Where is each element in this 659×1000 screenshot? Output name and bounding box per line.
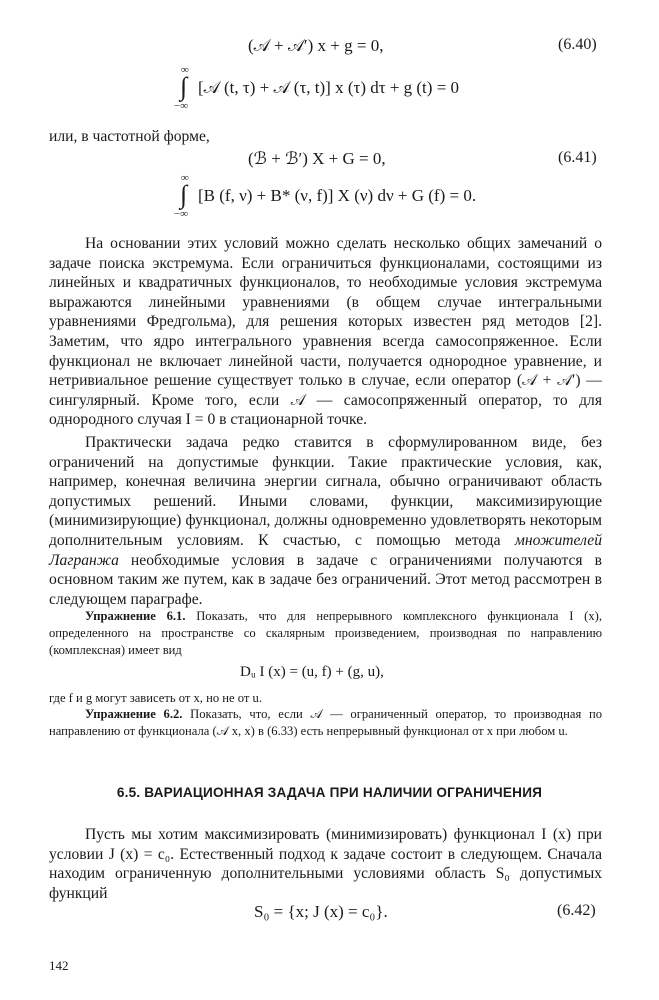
- equation-6-41-integral: [0, 174, 659, 222]
- upper-limit: ∞: [181, 172, 189, 184]
- emphasis-lagrange: множителей Лагранжа: [49, 531, 602, 569]
- transition-text: или, в частотной форме,: [49, 128, 210, 145]
- integral-body: [𝒜 (t, τ) + 𝒜 (τ, t)] x (τ) dτ + g (t) = 0: [198, 78, 460, 97]
- equation-6-42: [0, 902, 659, 932]
- exercise-6-2-text: Показать, что, если 𝒜 — ограниченный оператор, то производная по направлению от функционала (𝒜 x, x) в (6.33) есть непрерывный функционал от x при любом u.: [49, 707, 602, 738]
- equation-6-40-number: (6.40): [558, 36, 597, 53]
- equation-6-40-integral: [0, 66, 659, 112]
- formula-derivative: Dᵤ I (x) = (u, f) + (g, u),: [240, 664, 384, 680]
- paragraph-2-start: Практически задача редко ставится в сформулированном виде, без ограничений на допустимые функции. Такие практические условия, как, например, конечная величина энергии сигнала, обычно ограничивают область допустимых решений. Иными словами, функции, максимизирующие (минимизирующие) функционал, должны одновременно удовлетворять некоторым дополнительным условиям. К счастью, с помощью метода: [49, 434, 602, 549]
- section-heading: 6.5. ВАРИАЦИОННАЯ ЗАДАЧА ПРИ НАЛИЧИИ ОГРАНИЧЕНИЯ: [116, 785, 543, 800]
- exercise-6-1-after: где f и g могут зависеть от x, но не от u.: [49, 691, 262, 705]
- equation-6-42-formula: S₀ = {x; J (x) = c₀}.: [254, 902, 388, 921]
- lower-limit: −∞: [174, 208, 189, 220]
- exercise-6-1: [49, 608, 602, 658]
- equation-6-40-line: (𝒜 + 𝒜′) x + g = 0,: [248, 36, 384, 55]
- equation-6-41-line: (ℬ + ℬ′) X + G = 0,: [248, 149, 386, 168]
- exercise-6-2-label: Упражнение 6.2.: [85, 707, 183, 721]
- integral-body: [B (f, ν) + B* (ν, f)] X (ν) dν + G (f) = 0.: [198, 186, 477, 205]
- paragraph-2: [49, 433, 602, 609]
- exercise-6-1-label: Упражнение 6.1.: [85, 609, 186, 623]
- upper-limit: ∞: [181, 64, 189, 76]
- exercise-6-2: [49, 706, 602, 740]
- page-number: 142: [49, 958, 69, 973]
- equation-6-42-number: (6.42): [557, 902, 596, 919]
- paragraph-1: На основании этих условий можно сделать несколько общих замечаний о задаче поиска экстремума. Если ограничиться функционалами, состоящими из линейных и квадратичных функционалов, то необходимые условия экстремума выражаются линейными уравнениями (в общем случае интегральными уравнениями Фредгольма), для решения которых известен ряд методов [2]. Заметим, что ядро интегрального уравнения всегда самосопряженное. Если функционал не включает линейной части, получается однородное уравнение, и нетривиальное решение существует только в случае, если оператор (𝒜 + 𝒜′) — сингулярный. Кроме того, если 𝒜 — самосопряженный оператор, то для однородного случая I = 0 в стационарной точке.: [49, 235, 602, 429]
- integral-sign-icon: ∫: [180, 72, 188, 101]
- equation-6-41-number: (6.41): [558, 149, 597, 166]
- integral-sign-icon: ∫: [180, 180, 188, 209]
- lower-limit: −∞: [174, 100, 189, 112]
- paragraph-3: Пусть мы хотим максимизировать (минимизировать) функционал I (x) при условии J (x) = c₀. Естественный подход к задаче состоит в следующем. Сначала находим ограниченную дополнительными условиями область S₀ допустимых функций: [49, 826, 602, 902]
- exercise-6-1-text: Показать, что для непрерывного комплексного функционала I (x), определенного на пространстве со скалярным произведением, производная по направлению (комплексная) имеет вид: [49, 609, 602, 657]
- paragraph-2-end: необходимые условия в задаче с ограничениями получаются в основном таким же путем, как в задаче без ограничений. Этот метод рассмотрен в следующем параграфе.: [49, 551, 602, 608]
- equation-6-40: [0, 36, 659, 66]
